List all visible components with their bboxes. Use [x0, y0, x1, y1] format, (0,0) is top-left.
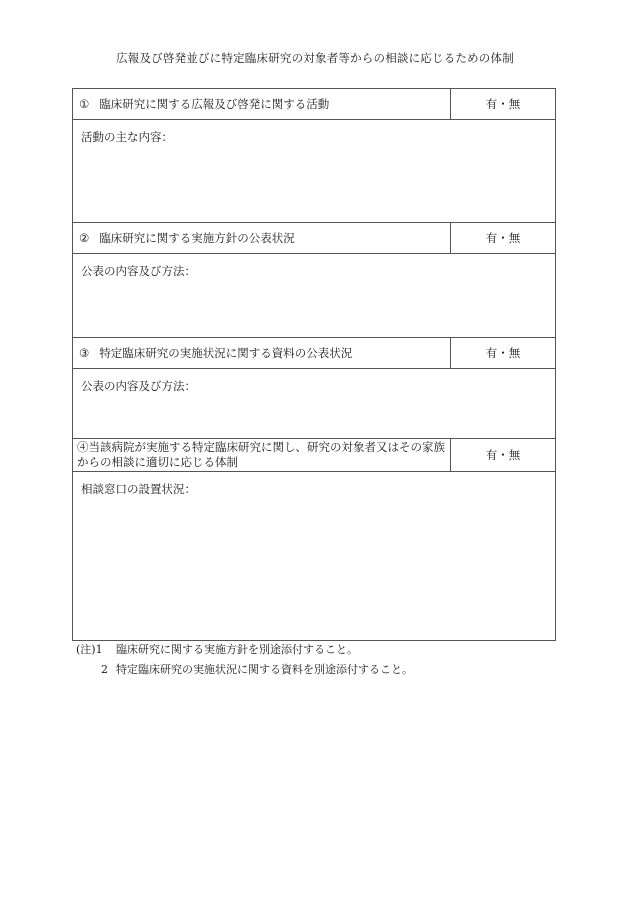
row-4-detail[interactable] — [73, 472, 555, 640]
row-2-detail[interactable] — [73, 254, 555, 338]
row-1-answer-choice[interactable]: 有・無 — [485, 97, 521, 111]
row-3-header — [73, 338, 555, 369]
row-2-question-text: 臨床研究に関する実施方針の公表状況 — [99, 231, 295, 245]
row-2-number: ② — [79, 231, 90, 245]
row-1-number: ① — [79, 97, 90, 111]
row-1-detail-label: 活動の主な内容： — [81, 130, 173, 144]
row-1-detail[interactable] — [73, 120, 555, 223]
note-2-number: 2 — [101, 663, 108, 676]
note-1-text: 臨床研究に関する実施方針を別途添付すること。 — [116, 643, 358, 656]
disclosure-form-table — [72, 88, 556, 641]
document-title: 広報及び啓発並びに特定臨床研究の対象者等からの相談に応じるための体制 — [116, 51, 514, 65]
row-4-detail-label: 相談窓口の設置状況： — [81, 482, 196, 496]
row-2-detail-label: 公表の内容及び方法： — [81, 264, 196, 278]
notes-prefix: (注) — [76, 643, 96, 656]
row-1-header — [73, 89, 555, 120]
row-4-header — [73, 439, 555, 472]
notes-section — [76, 640, 413, 680]
row-4-answer-choice[interactable]: 有・無 — [485, 448, 521, 462]
row-4-question — [73, 439, 451, 471]
row-2-answer-choice[interactable]: 有・無 — [485, 231, 521, 245]
note-1-number: 1 — [95, 643, 103, 656]
row-3-number: ③ — [79, 346, 90, 360]
row-2-question — [73, 223, 451, 253]
row-3-question — [73, 338, 451, 368]
row-3-detail-label: 公表の内容及び方法： — [81, 379, 196, 393]
row-3-question-text: 特定臨床研究の実施状況に関する資料の公表状況 — [99, 346, 353, 360]
row-4-question-text: 当該病院が実施する特定臨床研究に関し、研究の対象者又はその家族からの相談に適切に応じる体制 — [77, 440, 445, 469]
row-3-detail[interactable] — [73, 369, 555, 439]
row-1-question-text: 臨床研究に関する広報及び啓発に関する活動 — [99, 97, 330, 111]
row-2-header — [73, 223, 555, 254]
note-1 — [76, 640, 413, 660]
row-1-question — [73, 89, 451, 119]
row-4-number: ④ — [77, 440, 89, 454]
row-3-answer-choice[interactable]: 有・無 — [485, 346, 521, 360]
note-2-text: 特定臨床研究の実施状況に関する資料を別途添付すること。 — [116, 663, 413, 676]
note-2 — [76, 660, 413, 680]
